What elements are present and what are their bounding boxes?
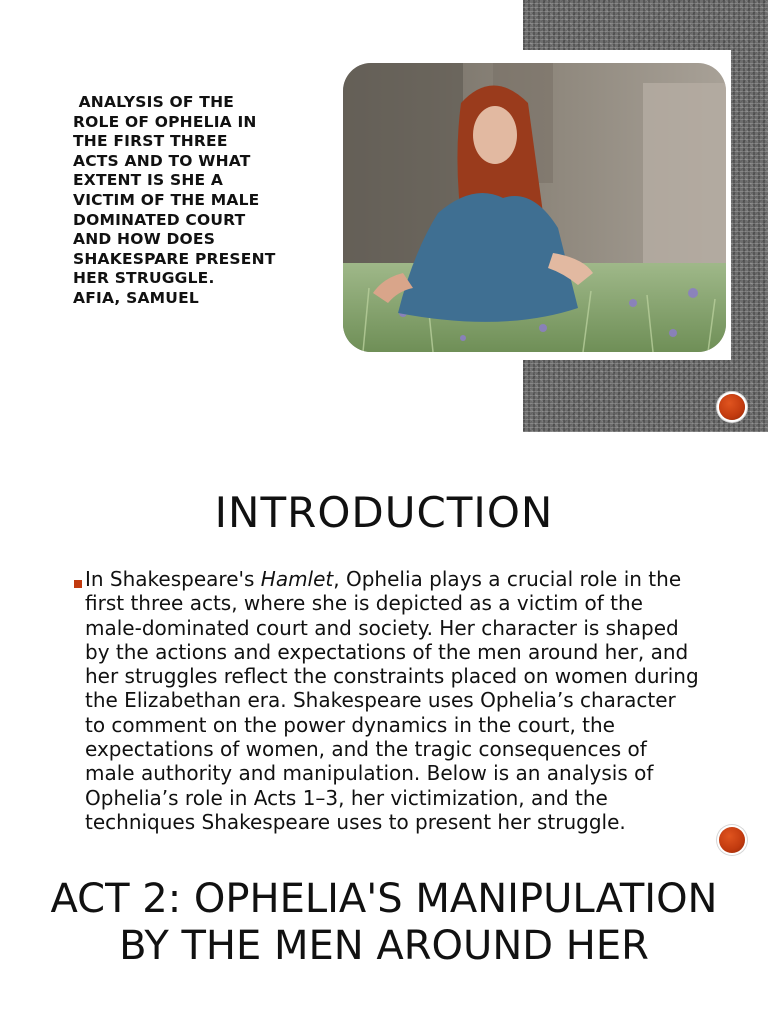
title-line: EXTENT IS SHE A — [73, 171, 224, 190]
title-slide — [0, 0, 768, 432]
slide-orb-icon — [719, 394, 745, 420]
photo-illustration — [343, 63, 726, 352]
title-line: SHAKESPARE PRESENT — [73, 249, 276, 268]
title-line: ANALYSIS OF THE — [73, 93, 235, 111]
intro-paragraph — [85, 567, 700, 857]
title-line: ACTS AND TO WHAT — [73, 151, 251, 170]
slide-title: ACT 2: OPHELIA'S MANIPULATION BY THE MEN AROUND HER — [50, 876, 718, 969]
presentation-title — [73, 93, 323, 309]
intro-text-start: In Shakespeare's — [85, 567, 261, 591]
title-line: HER STRUGGLE. — [73, 269, 215, 288]
act2-slide — [0, 870, 768, 1024]
introduction-slide — [0, 432, 768, 870]
title-line: DOMINATED COURT — [73, 210, 246, 229]
slide-title: INTRODUCTION — [214, 488, 554, 537]
play-title-italic: Hamlet — [260, 567, 334, 591]
title-line: VICTIM OF THE MALE — [73, 190, 260, 209]
bullet-square-icon — [74, 580, 82, 588]
intro-text-rest: , Ophelia plays a crucial role in the first three acts, where she is depicted as a victim of the male-dominated court and society. Her character is shaped by the actions and expectations of the men around her, and her struggles reflect the constraints placed on women during the Elizabethan era. Shakespeare uses Ophelia’s character to comment on the power dynamics in the court, the expectations of women, and the tragic consequences of male authority and manipulation. Below is an analysis of Ophelia’s role in Acts 1–3, her victimization, and the techniques Shakespeare uses to present her struggle. — [85, 567, 699, 834]
ophelia-portrait-photo — [343, 63, 726, 352]
title-line: THE FIRST THREE — [73, 132, 228, 151]
slide-orb-icon — [719, 827, 745, 853]
title-line: ROLE OF OPHELIA IN — [73, 112, 257, 131]
authors: AFIA, SAMUEL — [73, 288, 199, 307]
title-line: AND HOW DOES — [73, 230, 216, 249]
